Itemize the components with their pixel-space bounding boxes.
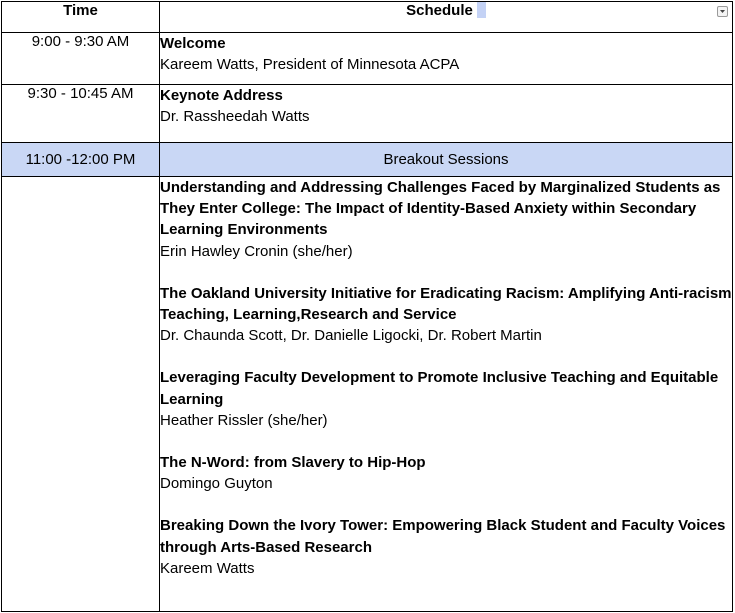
- schedule-row: [2, 85, 733, 143]
- session-speaker: Erin Hawley Cronin (she/her): [160, 242, 353, 260]
- header-cell-schedule[interactable]: [160, 2, 733, 33]
- session-title: Keynote Address: [160, 87, 283, 104]
- time-cell[interactable]: [2, 33, 160, 85]
- sessions-row: [2, 177, 733, 612]
- header-time-label: Time: [63, 2, 98, 19]
- breakout-label: Breakout Sessions: [383, 151, 509, 168]
- breakout-row: [2, 143, 733, 177]
- session-item: [160, 177, 732, 262]
- session-item: [160, 283, 732, 347]
- session-speaker: Dr. Chaunda Scott, Dr. Danielle Ligocki, Dr. Robert Martin: [160, 327, 542, 345]
- schedule-row: [2, 33, 733, 85]
- dropdown-filter-icon[interactable]: [717, 6, 728, 17]
- breakout-cell[interactable]: [160, 143, 733, 177]
- session-speaker: Dr. Rassheedah Watts: [160, 108, 310, 125]
- time-text: 9:30 - 10:45 AM: [27, 85, 134, 102]
- session-item: [160, 367, 732, 431]
- header-cell-time[interactable]: [2, 2, 160, 33]
- text-selection-highlight: [477, 2, 486, 18]
- sessions-cell[interactable]: [160, 177, 733, 612]
- session-item: [160, 452, 732, 494]
- schedule-table: [1, 1, 733, 612]
- session-title: Welcome: [160, 35, 226, 52]
- schedule-cell[interactable]: [160, 33, 733, 85]
- schedule-cell[interactable]: [160, 85, 733, 143]
- time-cell-empty[interactable]: [2, 177, 160, 612]
- session-speaker: Kareem Watts: [160, 559, 255, 577]
- session-title: The N-Word: from Slavery to Hip-Hop: [160, 454, 426, 472]
- header-schedule-label: Schedule: [406, 2, 473, 19]
- header-row: [2, 2, 733, 33]
- session-speaker: Kareem Watts, President of Minnesota ACPA: [160, 56, 460, 73]
- time-cell[interactable]: [2, 143, 160, 177]
- time-cell[interactable]: [2, 85, 160, 143]
- session-title: The Oakland University Initiative for Eradicating Racism: Amplifying Anti-racism Teaching, Learning,Research and Service: [160, 284, 732, 324]
- session-speaker: Heather Rissler (she/her): [160, 411, 328, 429]
- session-item: [160, 515, 732, 579]
- time-text: 11:00 -12:00 PM: [25, 151, 136, 168]
- time-text: 9:00 - 9:30 AM: [31, 33, 130, 50]
- session-speaker: Domingo Guyton: [160, 475, 273, 493]
- session-title: Understanding and Addressing Challenges Faced by Marginalized Students as They Enter College: The Impact of Identity-Based Anxiety within Secondary Learning Environments: [160, 179, 721, 239]
- session-title: Leveraging Faculty Development to Promote Inclusive Teaching and Equitable Learning: [160, 369, 719, 408]
- session-title: Breaking Down the Ivory Tower: Empowering Black Student and Faculty Voices through Arts-Based Research: [160, 517, 726, 556]
